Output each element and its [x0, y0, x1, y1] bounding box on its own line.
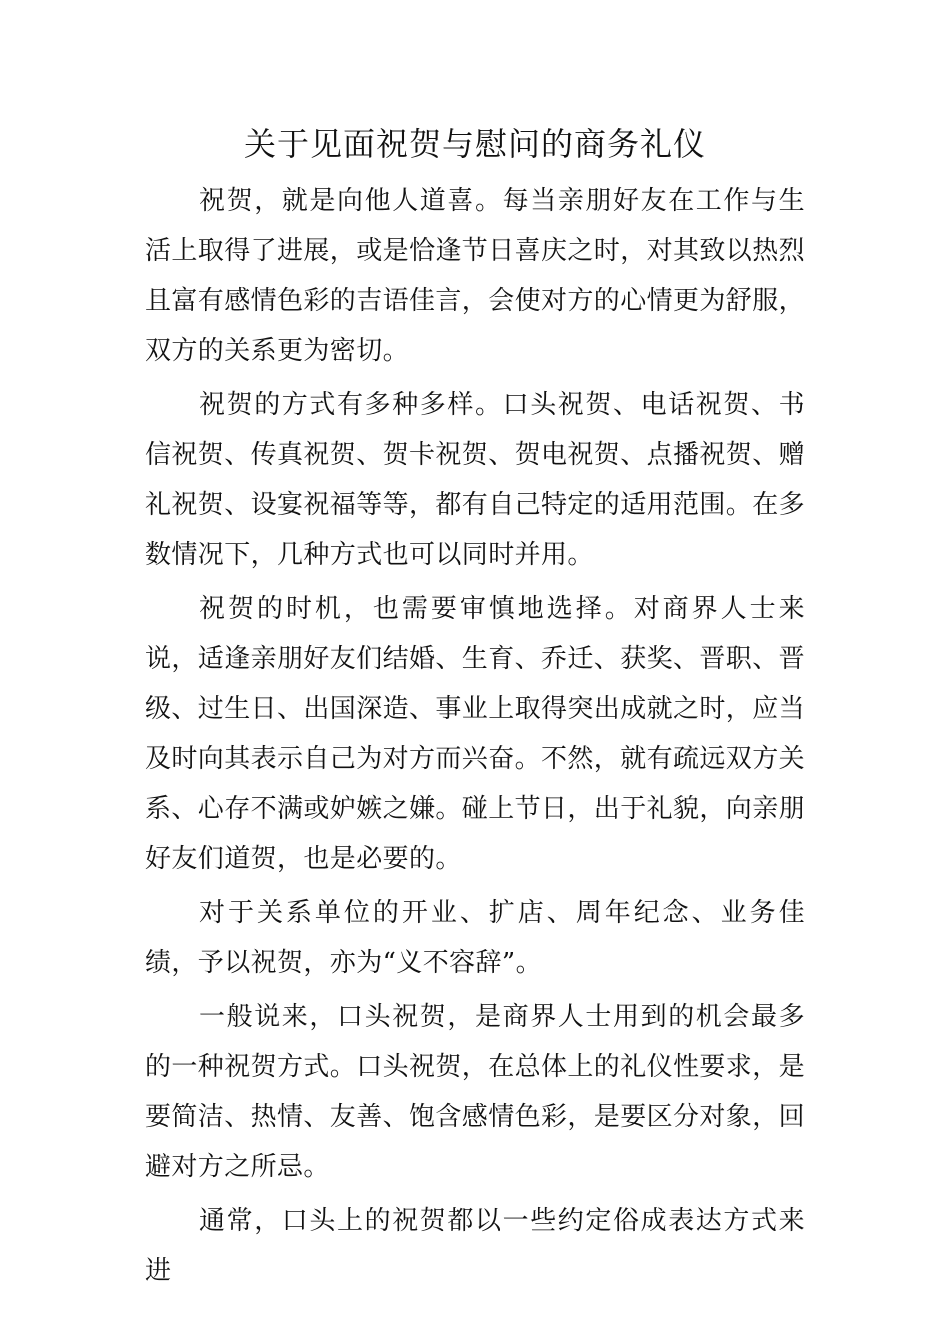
paragraph-1: 祝贺，就是向他人道喜。每当亲朋好友在工作与生活上取得了进展，或是恰逢节日喜庆之时，对其致以热烈且富有感情色彩的吉语佳言，会使对方的心情更为舒服，双方的关系更为密切。: [145, 186, 806, 366]
document-body: [145, 176, 805, 1296]
paragraph-5: 一般说来，口头祝贺，是商界人士用到的机会最多的一种祝贺方式。口头祝贺，在总体上的礼仪性要求，是要简洁、热情、友善、饱含感情色彩，是要区分对象，回避对方之所忌。: [145, 1002, 806, 1182]
paragraph-3: 祝贺的时机，也需要审慎地选择。对商界人士来说，适逢亲朋好友们结婚、生育、乔迁、获奖、晋职、晋级、过生日、出国深造、事业上取得突出成就之时，应当及时向其表示自己为对方而兴奋。不然，就有疏远双方关系、心存不满或妒嫉之嫌。碰上节日，出于礼貌，向亲朋好友们道贺，也是必要的。: [145, 594, 806, 874]
document-title: 关于见面祝贺与慰问的商务礼仪: [243, 125, 706, 163]
paragraph-2: 祝贺的方式有多种多样。口头祝贺、电话祝贺、书信祝贺、传真祝贺、贺卡祝贺、贺电祝贺、点播祝贺、赠礼祝贺、设宴祝福等等，都有自己特定的适用范围。在多数情况下，几种方式也可以同时并用。: [145, 390, 806, 570]
paragraph-4: 对于关系单位的开业、扩店、周年纪念、业务佳绩，予以祝贺，亦为“义不容辞”。: [145, 898, 805, 978]
paragraph-6: 通常，口头上的祝贺都以一些约定俗成表达方式来进: [145, 1206, 805, 1286]
